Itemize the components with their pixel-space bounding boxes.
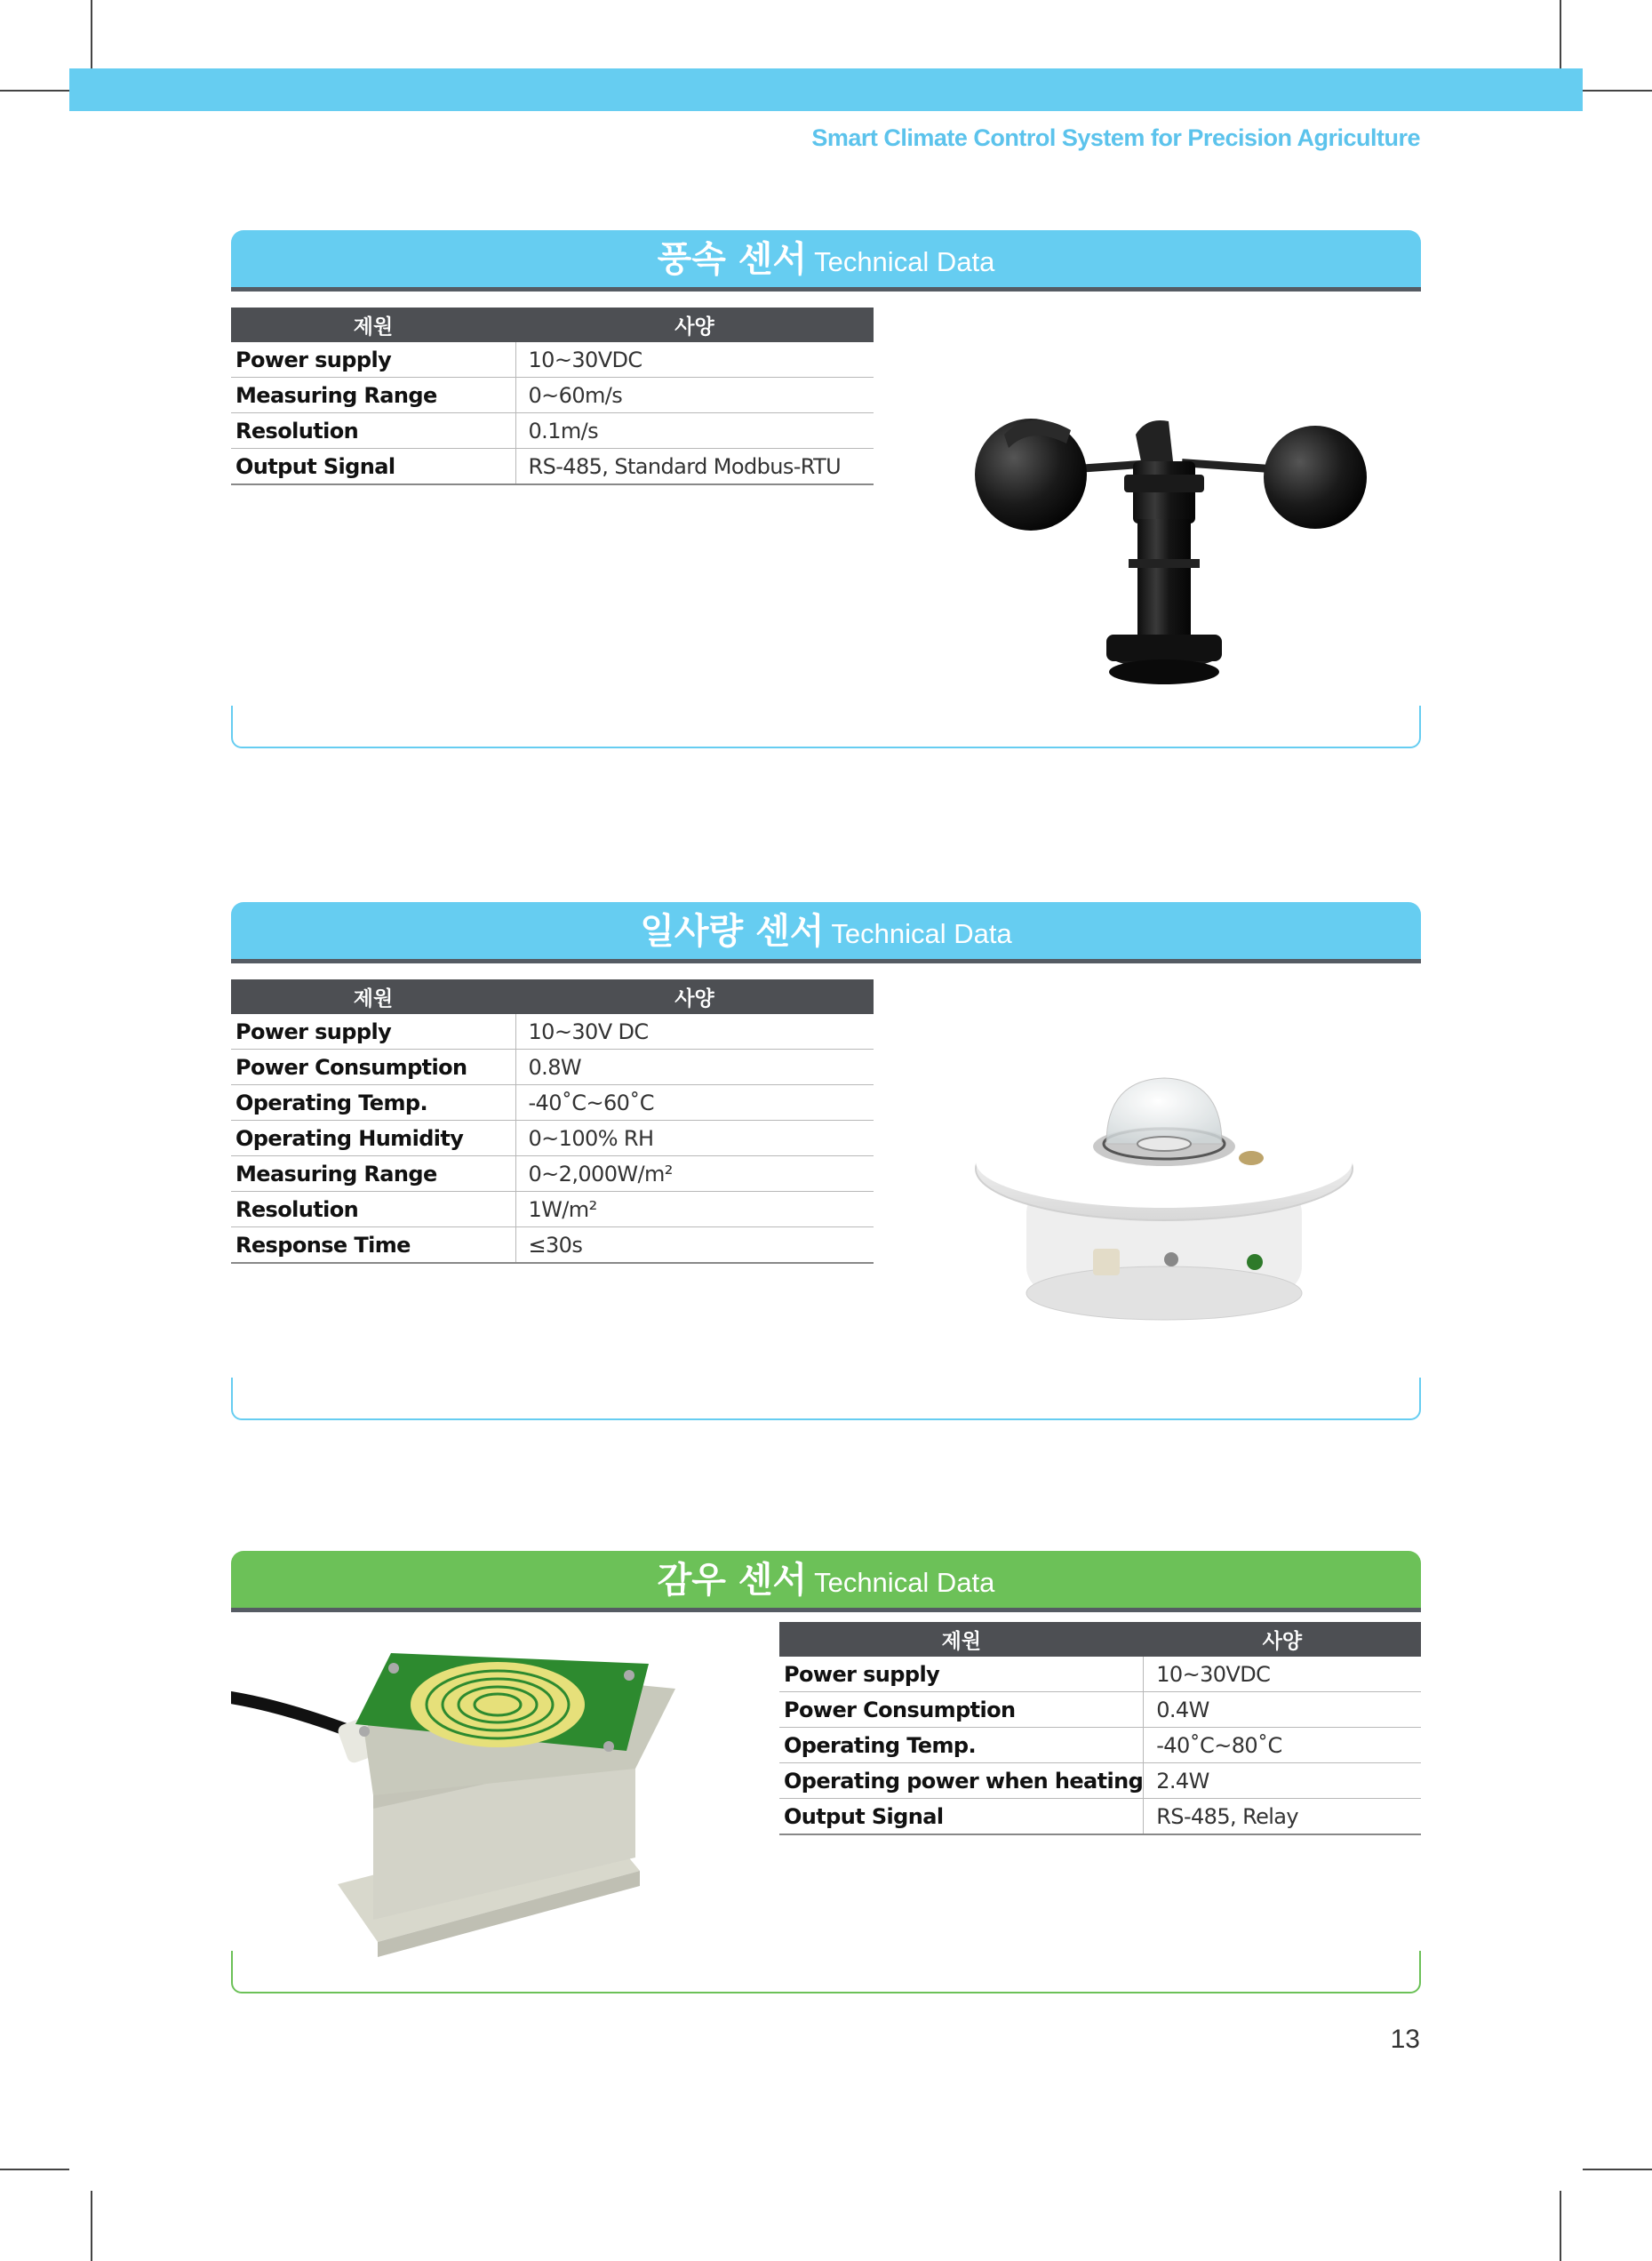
spec-key: Measuring Range <box>231 1156 515 1192</box>
table-row <box>231 1050 874 1085</box>
spec-key: Power Consumption <box>231 1050 515 1085</box>
spec-key: Operating Humidity <box>231 1121 515 1156</box>
pyranometer-photo <box>969 1062 1360 1329</box>
section-title-korean: 감우 센서 <box>657 1560 808 1601</box>
section-frame-bottom <box>231 1951 1421 1993</box>
spec-table <box>231 308 874 485</box>
section-title-underline <box>231 287 1421 292</box>
table-row <box>779 1692 1421 1728</box>
table-row <box>231 378 874 413</box>
spec-table <box>779 1622 1421 1835</box>
header-band <box>69 68 1583 111</box>
anemometer-photo <box>969 408 1377 701</box>
section-title <box>231 230 1421 287</box>
table-header-row <box>779 1622 1421 1657</box>
column-header: 제원 <box>231 308 515 342</box>
table-row <box>779 1799 1421 1835</box>
spec-value: 10~30VDC <box>515 342 874 378</box>
section-title <box>231 902 1421 959</box>
section-rain-sensor <box>231 1551 1421 2004</box>
crop-mark <box>91 2191 92 2261</box>
spec-value: 2.4W <box>1144 1763 1421 1799</box>
spec-value: -40˚C~60˚C <box>515 1085 874 1121</box>
column-header: 제원 <box>231 979 515 1014</box>
section-solar-radiation <box>231 902 1421 1426</box>
table-row <box>231 1014 874 1050</box>
section-title-underline <box>231 1608 1421 1612</box>
spec-value: RS-485, Relay <box>1144 1799 1421 1835</box>
spec-value: 1W/m² <box>515 1192 874 1227</box>
table-row <box>231 342 874 378</box>
spec-value: 0.1m/s <box>515 413 874 449</box>
spec-key: Power supply <box>231 1014 515 1050</box>
section-title-english: Technical Data <box>831 918 1012 949</box>
section-wind-speed <box>231 230 1421 755</box>
crop-mark <box>0 90 69 92</box>
section-title-english: Technical Data <box>814 246 995 277</box>
spec-key: Response Time <box>231 1227 515 1264</box>
spec-key: Output Signal <box>779 1799 1144 1835</box>
spec-value: 0.8W <box>515 1050 874 1085</box>
spec-key: Resolution <box>231 413 515 449</box>
section-title-korean: 일사량 센서 <box>640 911 825 952</box>
spec-value: 10~30V DC <box>515 1014 874 1050</box>
column-header: 제원 <box>779 1622 1144 1657</box>
spec-value: -40˚C~80˚C <box>1144 1728 1421 1763</box>
table-row <box>231 413 874 449</box>
table-row <box>231 1227 874 1264</box>
spec-value: 0~100% RH <box>515 1121 874 1156</box>
section-title-korean: 풍속 센서 <box>657 239 808 280</box>
table-row <box>231 1121 874 1156</box>
table-row <box>231 1085 874 1121</box>
header-title: Smart Climate Control System for Precision Agriculture <box>811 124 1420 151</box>
table-row <box>231 1156 874 1192</box>
crop-mark <box>0 2169 69 2170</box>
section-frame-bottom <box>231 706 1421 748</box>
table-row <box>779 1763 1421 1799</box>
table-header-row <box>231 979 874 1014</box>
spec-key: Output Signal <box>231 449 515 485</box>
spec-value: 0~2,000W/m² <box>515 1156 874 1192</box>
spec-value: ≤30s <box>515 1227 874 1264</box>
crop-mark <box>1583 2169 1652 2170</box>
spec-key: Operating power when heating <box>779 1763 1144 1799</box>
spec-key: Operating Temp. <box>231 1085 515 1121</box>
spec-key: Power Consumption <box>779 1692 1144 1728</box>
spec-value: 10~30VDC <box>1144 1657 1421 1692</box>
crop-mark <box>1560 2191 1561 2261</box>
spec-key: Resolution <box>231 1192 515 1227</box>
spec-value: RS-485, Standard Modbus-RTU <box>515 449 874 485</box>
table-row <box>779 1657 1421 1692</box>
spec-key: Power supply <box>231 342 515 378</box>
crop-mark <box>1583 90 1652 92</box>
crop-mark <box>1560 0 1561 68</box>
column-header: 사양 <box>1144 1622 1421 1657</box>
spec-table <box>231 979 874 1264</box>
spec-value: 0~60m/s <box>515 378 874 413</box>
page-number: 13 <box>1390 2025 1420 2054</box>
section-title-underline <box>231 959 1421 963</box>
spec-key: Power supply <box>779 1657 1144 1692</box>
section-title <box>231 1551 1421 1608</box>
table-row <box>231 1192 874 1227</box>
rain-sensor-photo <box>231 1635 693 1977</box>
spec-key: Measuring Range <box>231 378 515 413</box>
section-frame-bottom <box>231 1378 1421 1420</box>
table-row <box>779 1728 1421 1763</box>
crop-mark <box>91 0 92 68</box>
section-title-english: Technical Data <box>814 1567 995 1598</box>
spec-key: Operating Temp. <box>779 1728 1144 1763</box>
spec-value: 0.4W <box>1144 1692 1421 1728</box>
table-row <box>231 449 874 485</box>
table-header-row <box>231 308 874 342</box>
column-header: 사양 <box>515 979 874 1014</box>
column-header: 사양 <box>515 308 874 342</box>
